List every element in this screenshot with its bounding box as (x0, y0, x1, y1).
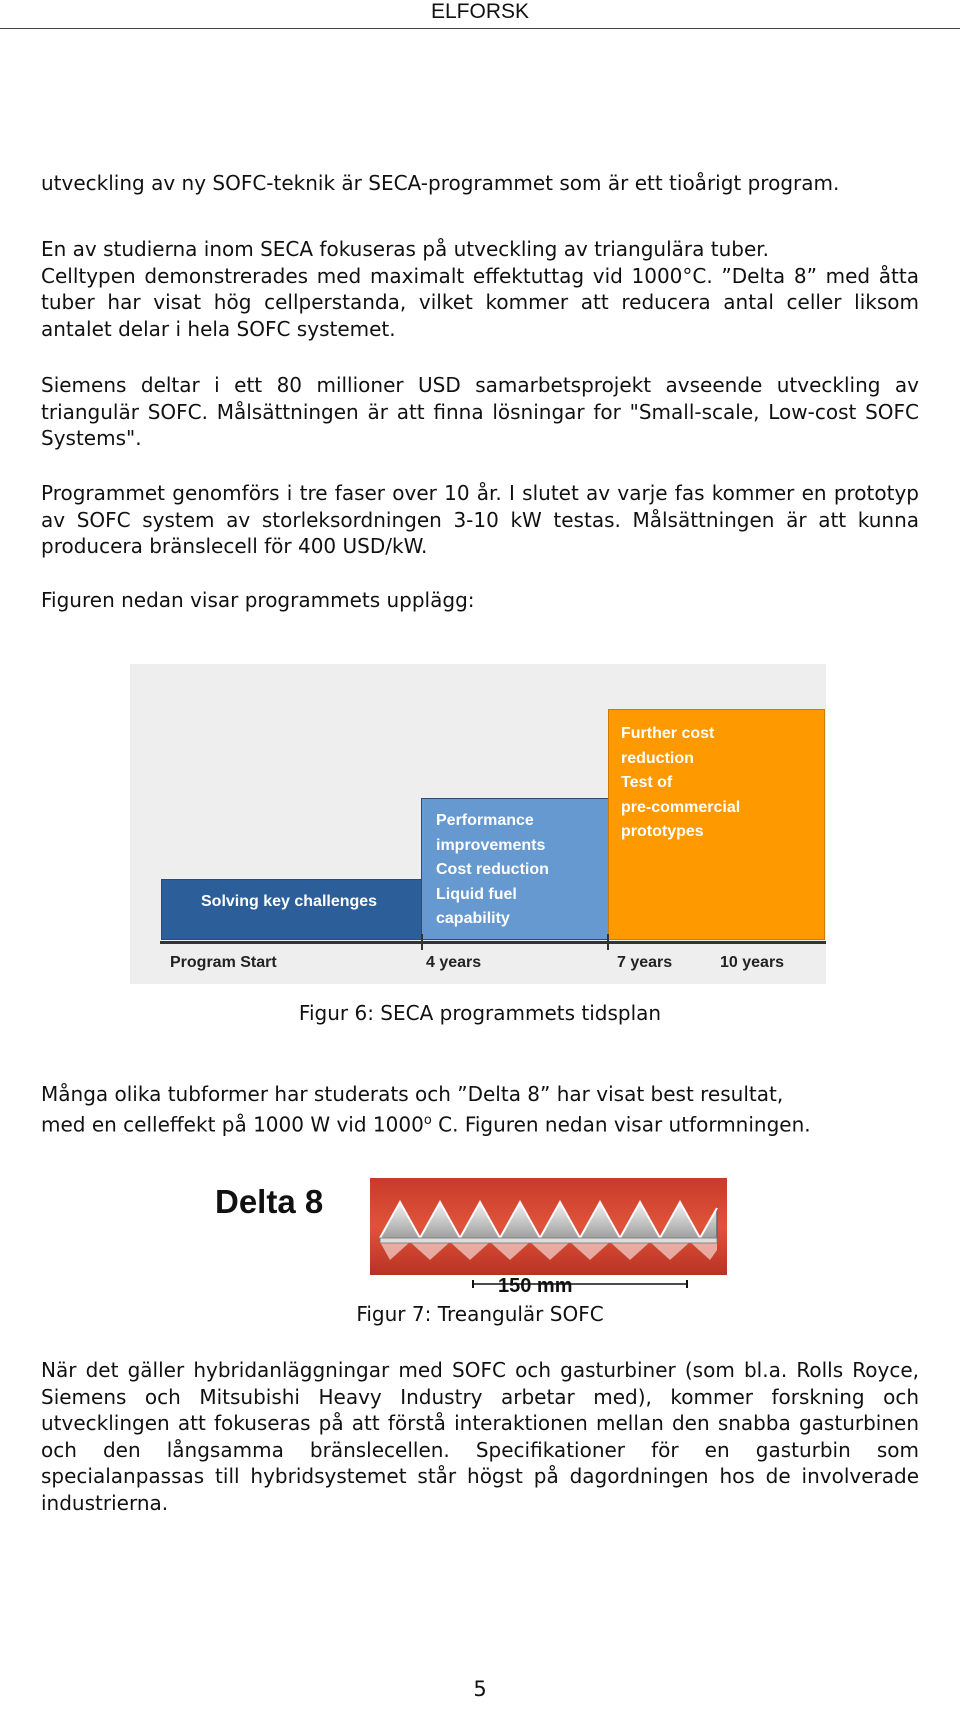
page-header (0, 0, 960, 29)
paragraph-hybrid: När det gäller hybridanläggningar med SOFC och gasturbiner (som bl.a. Rolls Royce, Siemens och Mitsubishi Heavy Industry arbetar med), kommer forskning och utvecklingen att fokuseras på att förstå interaktionen mellan den snabba gasturbinen och den långsamma bränslecellen. Specifikationer för en gasturbin som specialanpassas till hybridsystemet står högst på dagordningen hos de involverade industrierna. (41, 1358, 919, 1515)
timeline-label-start: Program Start (170, 954, 277, 971)
paragraph-siemens: Siemens deltar i ett 80 millioner USD samarbetsprojekt avseende utveckling av triangulär SOFC. Målsättningen är att finna lösningar for "Small-scale, Low-cost SOFC Systems". (41, 373, 919, 450)
page-number: 5 (473, 1677, 487, 1701)
paragraph-seca-intro: utveckling av ny SOFC-teknik är SECA-programmet som är ett tioårigt program. (41, 171, 840, 195)
delta-8-cell-image (370, 1178, 727, 1275)
timeline-label-10-years: 10 years (720, 954, 785, 971)
phase-2-box: Performance improvements Cost reduction Liquid fuel capability (421, 798, 609, 940)
delta8-line-2: med en celleffekt på 1000 W vid 1000 (41, 1112, 424, 1137)
figure-7-caption: Figur 7: Treangulär SOFC (356, 1302, 604, 1326)
paragraph-triangular-tubes: En av studierna inom SECA fokuseras på utveckling av triangulära tuber. Celltypen demonstrerades med maximalt effektuttag vid 1000°C. ”Delta 8” med åtta tuber har visat hög cellperstanda, vilket kommer att reducera antal celler liksom antalet delar i hela SOFC systemet. (41, 237, 919, 341)
paragraph-delta8 (41, 1081, 919, 1138)
paragraph-phases: Programmet genomförs i tre faser over 10 år. I slutet av varje fas kommer en prototyp av SOFC system av storleksordningen 3-10 kW testas. Målsättningen är att kunna producera bränslecell för 400 USD/kW. (41, 481, 919, 558)
phase-3-box: Further cost reduction Test of pre-commercial prototypes (608, 709, 825, 940)
paragraph-figure-intro: Figuren nedan visar programmets upplägg: (41, 588, 475, 612)
degree-superscript: o (423, 1112, 432, 1128)
delta-8-title: Delta 8 (215, 1183, 324, 1220)
figure-6-caption: Figur 6: SECA programmets tidsplan (298, 1001, 662, 1025)
timeline-label-7-years: 7 years (617, 954, 673, 971)
delta8-line-1: Många olika tubformer har studerats och ”Delta 8” har visat best resultat, (41, 1082, 784, 1106)
phase-1-box: Solving key challenges (161, 879, 451, 940)
timeline-tick (421, 934, 423, 950)
seca-timeline-figure (130, 664, 826, 984)
timeline-label-4-years: 4 years (426, 954, 482, 971)
timeline-tick (607, 934, 609, 950)
header-title: ELFORSK (430, 0, 530, 23)
scale-label: 150 mm (498, 1275, 573, 1297)
timeline-axis (160, 941, 826, 944)
delta8-line-2-end: C. Figuren nedan visar utformningen. (431, 1112, 811, 1137)
